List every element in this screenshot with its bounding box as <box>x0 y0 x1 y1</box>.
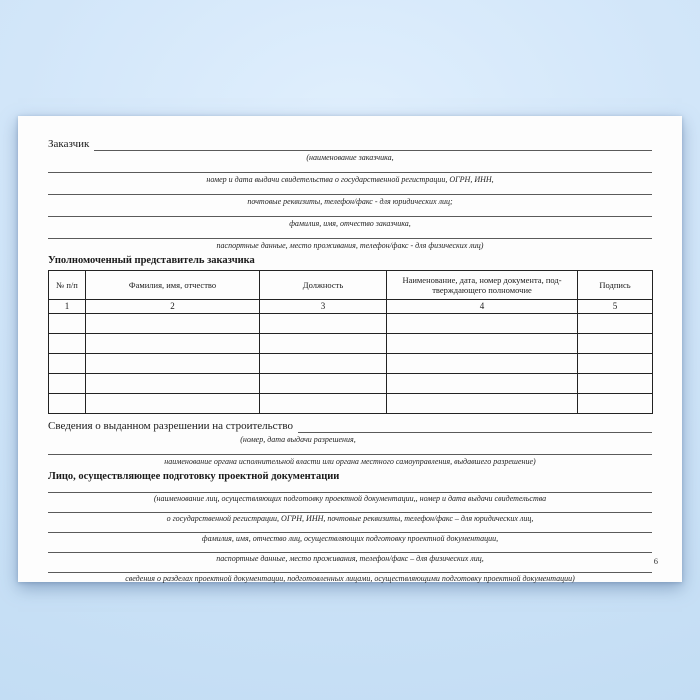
permit-label: Сведения о выданном разрешении на строительство <box>48 420 293 432</box>
table-cell <box>49 354 86 374</box>
customer-fill-line-2 <box>48 162 652 173</box>
table-cell <box>578 354 653 374</box>
table-row <box>49 334 653 354</box>
permit-fill-line <box>298 420 652 433</box>
customer-fill-line-3 <box>48 184 652 195</box>
customer-section <box>48 116 652 250</box>
table-cell <box>260 374 387 394</box>
table-column-number-row <box>49 300 653 314</box>
permit-field-row <box>48 420 652 433</box>
table-cell <box>86 394 260 414</box>
table-row <box>49 354 653 374</box>
customer-caption-3: почтовые реквизиты, телефон/факс - для юридических лиц; <box>247 197 453 206</box>
column-number-cell: 2 <box>86 300 260 314</box>
table-cell <box>387 314 578 334</box>
designer-caption-5: сведения о разделах проектной документации, подготовленных лицами, осуществляющими подготовку проектной документации) <box>125 574 575 583</box>
table-header-position: Должность <box>260 271 387 300</box>
table-header-row <box>49 271 653 300</box>
table-row <box>49 314 653 334</box>
customer-fill-line-5 <box>48 228 652 239</box>
table-cell <box>387 394 578 414</box>
table-cell <box>49 394 86 414</box>
designer-caption-2: о государственной регистрации, ОГРН, ИНН, почтовые реквизиты, телефон/факс – для юридических лиц, <box>166 514 534 523</box>
table-cell <box>86 314 260 334</box>
customer-caption-4: фамилия, имя, отчество заказчика, <box>289 219 411 228</box>
permit-caption-1: (номер, дата выдачи разрешения, <box>240 435 356 444</box>
table-cell <box>578 374 653 394</box>
designer-caption-3: фамилия, имя, отчество лиц, осуществляющих подготовку проектной документации, <box>201 534 499 543</box>
permit-section <box>48 420 652 466</box>
table-row <box>49 374 653 394</box>
column-number-cell: 3 <box>260 300 387 314</box>
table-cell <box>578 314 653 334</box>
table-header-name: Фамилия, имя, отчество <box>86 271 260 300</box>
customer-fill-line-4 <box>48 206 652 217</box>
permit-fill-line-2 <box>48 444 652 455</box>
table-header-signature: Подпись <box>578 271 653 300</box>
table-header-num: № п/п <box>49 271 86 300</box>
customer-label: Заказчик <box>48 138 90 150</box>
designer-section <box>48 483 652 583</box>
column-number-cell: 4 <box>387 300 578 314</box>
customer-caption-1: (наименование заказчика, <box>306 153 394 162</box>
permit-caption-2: наименование органа исполнительной власти или органа местного самоуправления, выдавшего разрешение) <box>164 457 536 466</box>
table-cell <box>387 354 578 374</box>
table-cell <box>578 334 653 354</box>
column-number-cell: 1 <box>49 300 86 314</box>
table-cell <box>387 374 578 394</box>
table-cell <box>387 334 578 354</box>
customer-caption-5: паспортные данные, место проживания, телефон/факс - для физических лиц) <box>216 241 484 250</box>
designer-caption-1: (наименование лиц, осуществляющих подготовку проектной документации,, номер и дата выдачи свидетельства <box>153 494 547 503</box>
table-cell <box>86 374 260 394</box>
table-cell <box>49 314 86 334</box>
table-cell <box>260 314 387 334</box>
designer-fill-line-4 <box>48 543 652 553</box>
designer-fill-line-1 <box>48 483 652 493</box>
designer-fill-line-3 <box>48 523 652 533</box>
table-cell <box>86 334 260 354</box>
representative-table <box>48 270 653 414</box>
table-cell <box>260 354 387 374</box>
table-cell <box>49 374 86 394</box>
table-cell <box>260 334 387 354</box>
document-page <box>18 116 682 582</box>
table-cell <box>260 394 387 414</box>
table-row <box>49 394 653 414</box>
table-header-document: Наименование, дата, номер документа, под-тверждающего полномочие <box>387 271 578 300</box>
table-cell <box>49 334 86 354</box>
table-cell <box>578 394 653 414</box>
designer-fill-line-5 <box>48 563 652 573</box>
column-number-cell: 5 <box>578 300 653 314</box>
customer-field-row <box>48 138 652 151</box>
customer-fill-line <box>94 138 652 151</box>
designer-fill-line-2 <box>48 503 652 513</box>
representative-heading: Уполномоченный представитель заказчика <box>48 255 255 266</box>
table-cell <box>86 354 260 374</box>
designer-caption-4: паспортные данные, место проживания, телефон/факс – для физических лиц, <box>216 554 484 563</box>
customer-caption-2: номер и дата выдачи свидетельства о государственной регистрации, ОГРН, ИНН, <box>206 175 494 184</box>
designer-heading: Лицо, осуществляющее подготовку проектной документации <box>48 471 340 482</box>
page-content <box>48 116 652 582</box>
page-number: 6 <box>653 556 658 566</box>
